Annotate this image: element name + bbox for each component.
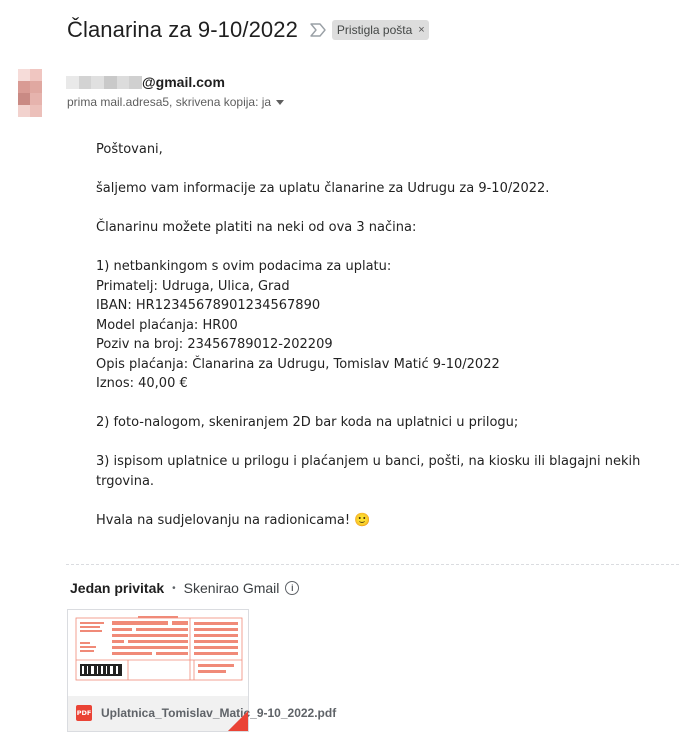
importance-marker-icon[interactable]: [310, 23, 326, 37]
label-chip-text: Pristigla pošta: [336, 23, 413, 37]
attachment-card-footer: [68, 696, 337, 731]
body-line: Hvala na sudjelovanju na radionicama! 🙂: [96, 512, 371, 528]
attachment-file-name: Uplatnica_Tomislav_Matic_9-10_2022.pdf: [101, 706, 337, 720]
body-blank-line: [96, 199, 666, 219]
label-chip-inbox[interactable]: [332, 20, 429, 40]
body-line: Poziv na broj: 23456789012-202209: [96, 337, 333, 352]
body-line: Model plaćanja: HR00: [96, 317, 238, 333]
remove-label-icon[interactable]: ×: [418, 24, 425, 36]
attachments-header: [70, 578, 299, 598]
attachments-count-title: Jedan privitak: [70, 580, 165, 596]
recipients-text: prima mail.adresa5, skrivena kopija: ja: [67, 95, 272, 109]
sender-avatar[interactable]: [18, 69, 42, 117]
scanned-by-gmail-label: Skenirao Gmail: [183, 580, 280, 596]
body-blank-line: [96, 491, 666, 511]
sender-row: [66, 72, 225, 92]
body-line: Primatelj: Udruga, Ulica, Grad: [96, 278, 290, 294]
body-line: 1) netbankingom s ovim podacima za uplatu:: [96, 259, 392, 274]
attachment-card[interactable]: [67, 609, 337, 732]
email-subject: Članarina za 9-10/2022: [67, 17, 298, 42]
info-icon[interactable]: i: [285, 581, 299, 595]
pdf-file-icon: PDF: [76, 705, 92, 721]
attachments-divider: [66, 564, 679, 565]
body-line: Iznos: 40,00 €: [96, 376, 188, 391]
email-body: [96, 140, 666, 530]
recipients-row: [67, 94, 284, 110]
pdf-corner-marker-icon: [228, 711, 248, 731]
body-blank-line: [96, 433, 666, 453]
show-details-chevron-down-icon[interactable]: [276, 100, 284, 105]
separator-dot: •: [172, 582, 176, 594]
body-line: Opis plaćanja: Članarina za Udrugu, Tomislav Matić 9-10/2022: [96, 356, 500, 372]
subject-row: [67, 14, 429, 46]
body-line: šaljemo vam informacije za uplatu članarine za Udrugu za 9-10/2022.: [96, 181, 550, 196]
body-line: Članarinu možete platiti na neki od ova 3 načina:: [96, 220, 417, 235]
body-blank-line: [96, 394, 666, 414]
body-line: IBAN: HR12345678901234567890: [96, 298, 321, 313]
body-blank-line: [96, 238, 666, 258]
body-line: 2) foto-nalogom, skeniranjem 2D bar koda na uplatnici u prilogu;: [96, 415, 519, 430]
sender-name-redacted: [66, 76, 142, 89]
sender-email[interactable]: @gmail.com: [142, 74, 225, 90]
body-line: Poštovani,: [96, 142, 163, 157]
body-line: 3) ispisom uplatnice u prilogu i plaćanjem u banci, pošti, na kiosku ili blagajni nekih trgovina.: [96, 454, 641, 489]
body-blank-line: [96, 160, 666, 180]
attachment-thumbnail: [68, 610, 248, 696]
